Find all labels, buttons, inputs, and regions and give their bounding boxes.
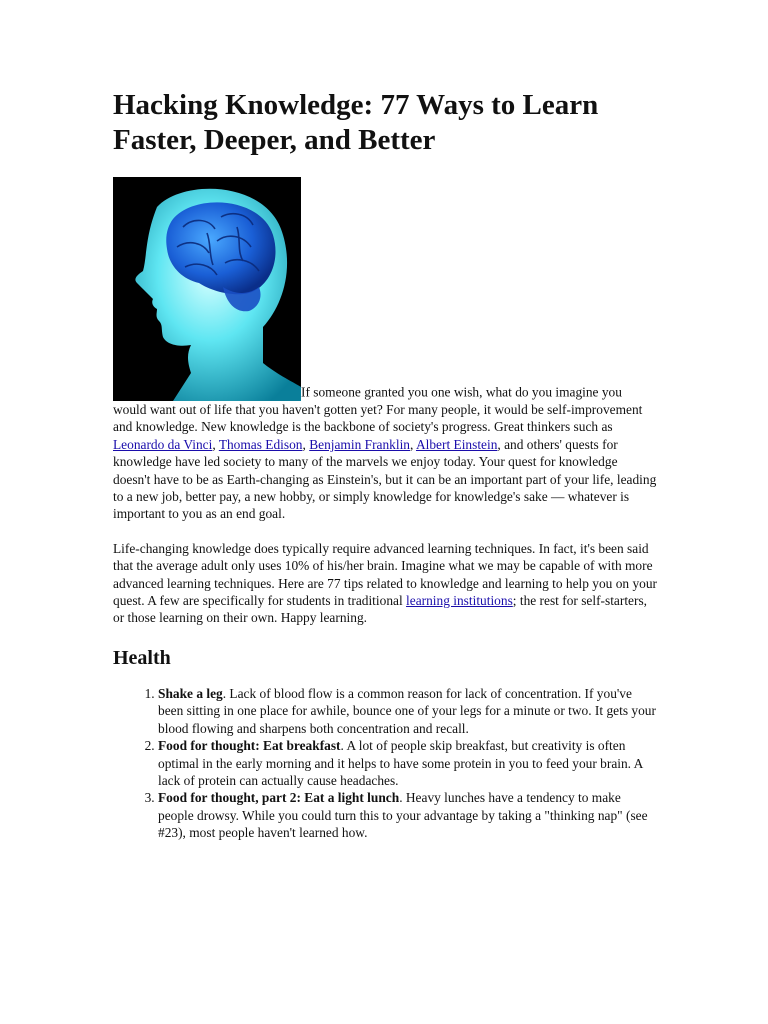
link-learning-institutions[interactable]: learning institutions <box>406 593 513 609</box>
tip-title: Food for thought: Eat breakfast <box>158 738 341 754</box>
link-leonardo-da-vinci[interactable]: Leonardo da Vinci <box>113 436 213 452</box>
article <box>113 88 658 842</box>
brain-head-image <box>113 177 301 401</box>
tip-text: . Heavy lunches have a tendency to make people drowsy. While you could turn this to your advantage by taking a "thinking nap" (see #23), most people haven't learned how. <box>158 790 648 841</box>
tip-title: Food for thought, part 2: Eat a light lunch <box>158 790 400 806</box>
list-item <box>158 685 658 737</box>
link-benjamin-franklin[interactable]: Benjamin Franklin <box>309 436 410 452</box>
tip-text: . Lack of blood flow is a common reason for lack of concentration. If you've been sitting in one place for awhile, bounce one of your legs for a minute or two. It gets your blood flowing and sharpens both concentration and recall. <box>158 685 656 736</box>
list-item <box>158 789 658 841</box>
list-item <box>158 737 658 789</box>
tip-text: . A lot of people skip breakfast, but creativity is often optimal in the early morning and it helps to have some protein in you to feed your brain. A lack of protein can actually cause headaches. <box>158 738 643 788</box>
tips-list <box>113 685 658 842</box>
link-albert-einstein[interactable]: Albert Einstein <box>415 436 498 452</box>
second-paragraph: Life-changing knowledge does typically require advanced learning techniques. In fact, it's been said that the average adult only uses 10% of his/her brain. Imagine what we may be capable of with more advanced learning techniques. Here are 77 tips related to knowledge and learning to help you on your quest. A few are specifically for students in traditional learning institutions; the rest for self-starters, or those learning on their own. Happy learning. <box>113 540 657 626</box>
tip-title: Shake a leg <box>158 685 223 701</box>
article-title: Hacking Knowledge: 77 Ways to Learn Faster, Deeper, and Better <box>113 89 599 156</box>
link-thomas-edison[interactable]: Thomas Edison <box>218 436 303 452</box>
intro-paragraph: If someone granted you one wish, what do you imagine you would want out of life that you haven't gotten yet? For many people, it would be self-improvement and knowledge. New knowledge is the backbone of society's progress. Great thinkers such as Leonardo da Vinci, Thomas Edison, Benjamin Franklin, Albert Einstein, and others' quests for knowledge have led society to many of the marvels we enjoy today. Your quest for knowledge doesn't have to be as Earth-changing as Einstein's, but it can be an important part of your life, leading to a new job, better pay, a new hobby, or simply knowledge for knowledge's sake — whatever is important to you as an end goal. <box>113 177 658 523</box>
section-heading-health: Health <box>113 646 171 669</box>
